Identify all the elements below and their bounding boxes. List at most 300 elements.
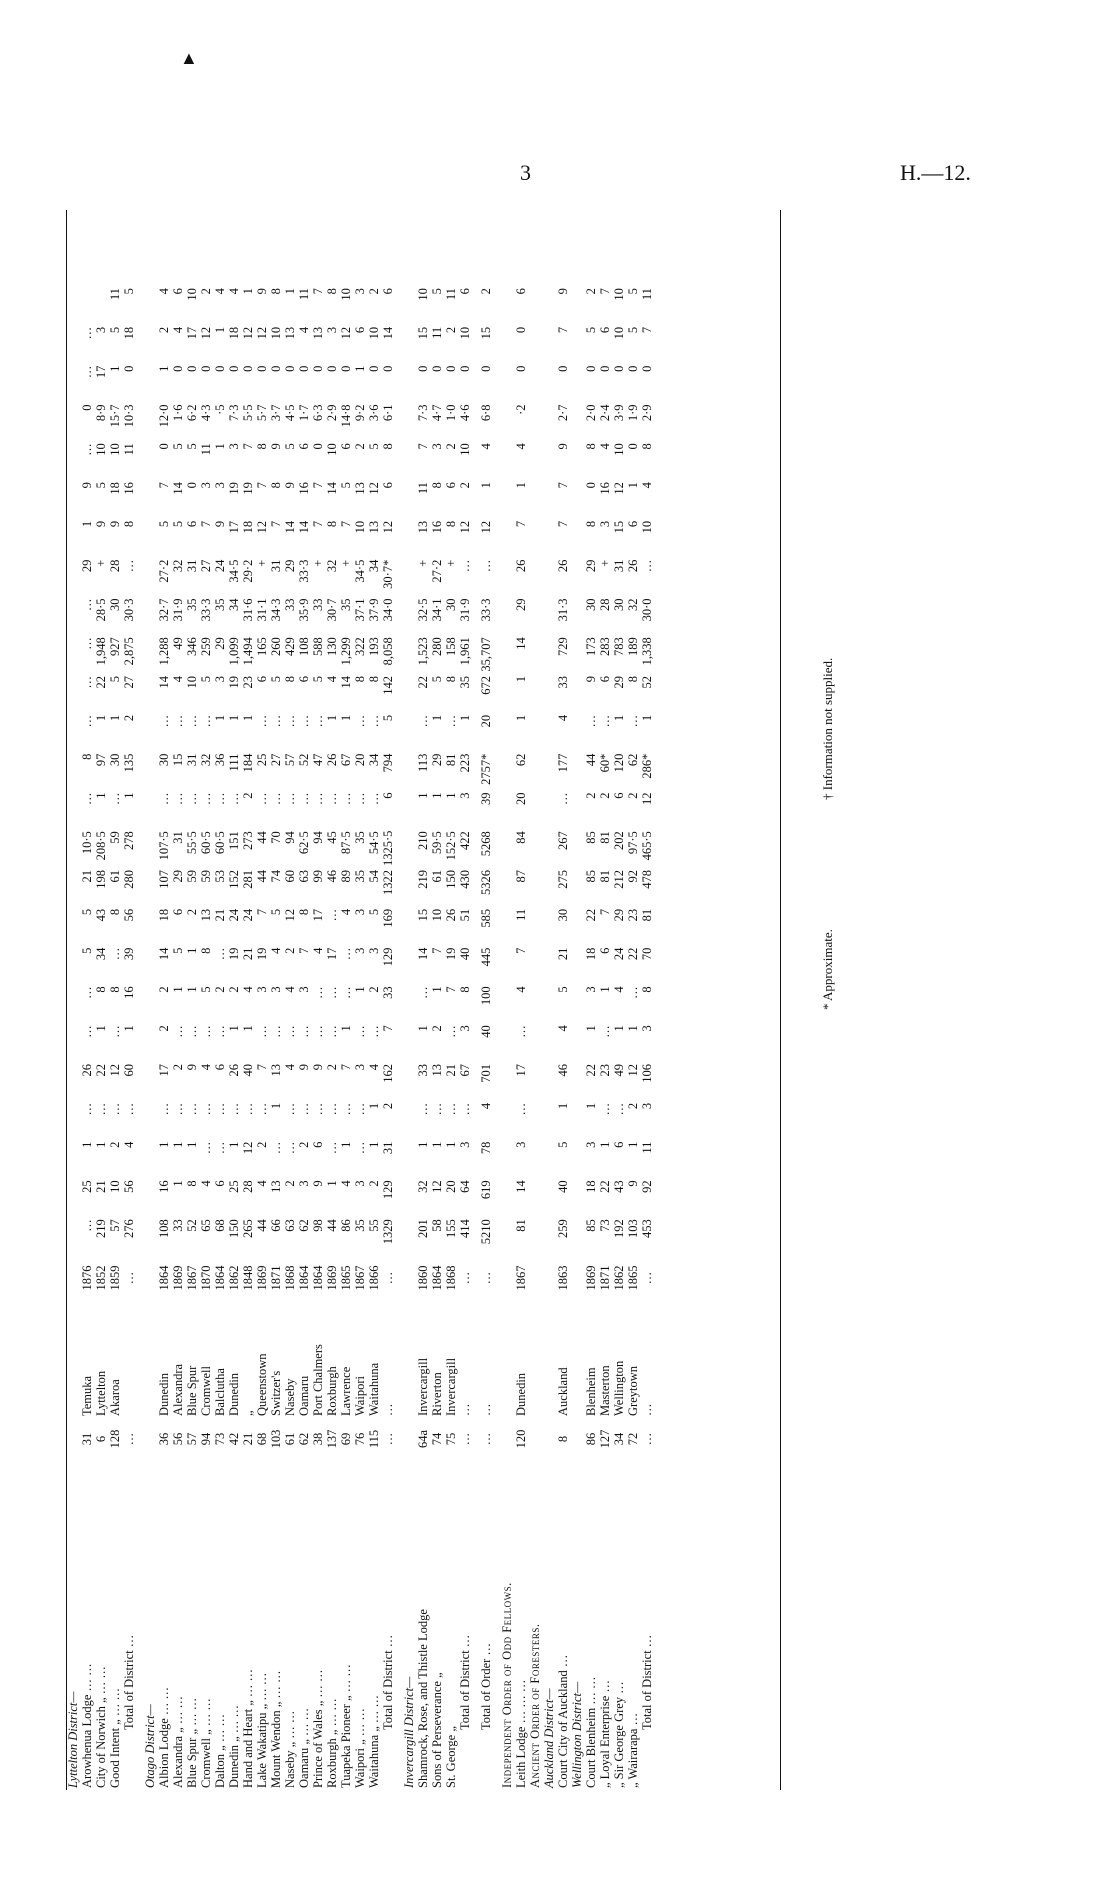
table-cell: 70 [269, 831, 283, 844]
table-cell: … [598, 1025, 612, 1038]
table-cell: 76 [353, 1432, 367, 1446]
table-cell: 6 [213, 1180, 227, 1187]
table-cell: ·5 [213, 404, 227, 415]
table-cell: 8 [325, 288, 339, 295]
table-cell: 6 [213, 1064, 227, 1071]
table-cell: … [339, 947, 353, 961]
table-cell: 10 [108, 1180, 122, 1193]
table-cell: 6 [381, 792, 395, 799]
table-cell: 5·7 [255, 404, 269, 422]
table-cell: 33 [171, 1219, 185, 1232]
table-cell: Lyttelton [94, 1370, 108, 1416]
table-cell: 10 [325, 443, 339, 456]
table-cell: 0 [514, 365, 528, 372]
table-cell: 6 [612, 792, 626, 799]
table-cell: 3 [297, 1180, 311, 1187]
table-cell: Switzer's [269, 1370, 283, 1416]
table-row [325, 208, 339, 1790]
table-cell: 22 [416, 676, 430, 689]
table-cell: 61 [108, 870, 122, 883]
table-cell: 1 [157, 1141, 171, 1148]
table-cell: 9 [556, 288, 570, 295]
table-cell: 44 [325, 1219, 339, 1232]
table-cell: … [241, 1102, 255, 1116]
table-cell: 52 [297, 753, 311, 767]
table-cell: 12 [255, 520, 269, 534]
table-cell: 60* [598, 753, 612, 773]
table-cell: 7 [199, 520, 213, 528]
table-cell: 5 [381, 714, 395, 722]
table-cell: 14 [339, 676, 353, 689]
table-cell: … [626, 986, 640, 999]
table-cell: 1869 [325, 1265, 339, 1291]
table-cell: 5 [584, 326, 598, 334]
table-cell: Riverton [430, 1372, 444, 1416]
table-cell: 7 [598, 908, 612, 916]
table-cell: 73 [598, 1219, 612, 1232]
table-cell: 2 [213, 986, 227, 993]
table-cell: 59·5 [430, 831, 444, 855]
table-cell: 1·7 [297, 404, 311, 422]
table-cell: 108 [157, 1219, 171, 1238]
table-cell: 3 [458, 792, 472, 799]
table-cell: 9 [311, 1064, 325, 1071]
table-cell: 8 [444, 676, 458, 683]
table-row [598, 208, 612, 1790]
table-cell: 6·8 [479, 404, 493, 422]
table-cell: 60 [122, 1064, 136, 1077]
table-cell: 129 [381, 1180, 395, 1200]
table-cell: 30 [108, 753, 122, 767]
table-cell: 35,707 [479, 637, 493, 672]
table-row [297, 208, 311, 1790]
table-cell: 18 [241, 520, 255, 534]
table-cell: 5 [108, 326, 122, 334]
table-cell: 4 [227, 288, 241, 295]
table-cell: 14·8 [339, 404, 353, 428]
table-cell: 6 [297, 443, 311, 450]
table-cell: 30 [556, 908, 570, 922]
table-cell: 17 [157, 1064, 171, 1077]
row-label: Hand and Heart „ … … [241, 1668, 255, 1788]
row-label: St. George „ [444, 1726, 458, 1788]
table-cell: 322 [353, 637, 367, 656]
table-cell: 26 [80, 1064, 94, 1077]
table-cell: 1 [241, 714, 255, 722]
row-label: Sons of Perseverance „ [430, 1672, 444, 1788]
table-cell: 8 [199, 947, 213, 954]
district-row [402, 208, 416, 1790]
table-cell: … [213, 947, 227, 961]
table-cell: 31 [185, 559, 199, 573]
table-cell: 30·0 [640, 598, 654, 622]
table-cell: … [311, 1102, 325, 1116]
table-cell: 99 [311, 870, 325, 883]
table-cell: 1868 [444, 1265, 458, 1291]
table-cell: Port Chalmers [311, 1344, 325, 1416]
table-cell: 1 [612, 1025, 626, 1032]
table-cell: 4 [171, 676, 185, 683]
table-cell: 10 [430, 908, 444, 922]
table-cell: 169 [381, 908, 395, 928]
table-cell: 1322 [381, 870, 395, 896]
total-row [479, 208, 500, 1790]
table-cell: 6 [598, 947, 612, 954]
table-cell: + [311, 559, 325, 567]
footnote-approximate: * Approximate. [820, 929, 835, 1010]
table-cell: 12 [283, 908, 297, 922]
table-cell: 9 [626, 1180, 640, 1187]
table-cell: 10 [108, 443, 122, 456]
table-cell: 29 [283, 559, 297, 573]
table-row [108, 208, 122, 1790]
table-cell: 30·7* [381, 559, 395, 589]
table-cell: 283 [598, 637, 612, 656]
table-cell: 56 [122, 908, 136, 922]
table-cell: 6 [171, 288, 185, 295]
table-cell: 453 [640, 1219, 654, 1238]
district-row [143, 208, 157, 1790]
table-cell: 14 [297, 520, 311, 534]
table-cell: Temuka [80, 1375, 94, 1416]
table-cell: 1 [227, 1141, 241, 1148]
table-cell: 61 [283, 1432, 297, 1446]
table-cell: 5 [339, 482, 353, 489]
table-cell: 45 [325, 831, 339, 844]
table-cell: 9 [311, 1180, 325, 1187]
table-cell: 1,948 [94, 637, 108, 666]
table-cell: 2 [626, 792, 640, 799]
table-cell: … [416, 1102, 430, 1116]
table-cell: 29 [80, 559, 94, 573]
table-cell: 4 [598, 443, 612, 450]
table-cell: 32 [325, 559, 339, 573]
table-cell: 0 [213, 365, 227, 372]
table-cell: + [598, 559, 612, 567]
table-cell: 52 [185, 1219, 199, 1232]
table-cell: 68 [255, 1432, 269, 1446]
table-cell: 4 [122, 1141, 136, 1148]
table-cell: 11 [514, 908, 528, 921]
table-cell: 5 [171, 443, 185, 450]
table-cell: 10 [458, 443, 472, 456]
table-cell: 0 [255, 365, 269, 372]
table-cell: 40 [556, 1180, 570, 1193]
table-cell: 8 [353, 676, 367, 683]
row-label: Tuapeka Pioneer „ … … [339, 1664, 353, 1788]
table-cell: 8,058 [381, 637, 395, 666]
table-cell: 3·9 [612, 404, 626, 422]
table-cell: 1,288 [157, 637, 171, 666]
table-cell: 1866 [367, 1265, 381, 1291]
table-cell: 16 [122, 482, 136, 495]
table-cell: 10 [185, 288, 199, 301]
table-cell: 2 [199, 288, 213, 295]
table-cell: 35 [458, 676, 472, 689]
table-cell: 1 [94, 1025, 108, 1032]
table-cell: 11 [199, 443, 213, 456]
table-cell: 6 [185, 520, 199, 528]
table-cell: 2·7 [556, 404, 570, 422]
table-cell: 9 [556, 443, 570, 450]
table-cell: 1 [640, 714, 654, 722]
table-cell: 10 [339, 288, 353, 301]
table-cell: 1 [185, 1141, 199, 1148]
table-row [157, 208, 171, 1790]
table-cell: 346 [185, 637, 199, 656]
table-cell: 34 [612, 1432, 626, 1446]
table-cell: 12 [458, 520, 472, 534]
table-cell: … [255, 714, 269, 728]
table-cell: 1869 [255, 1265, 269, 1291]
table-cell: 1 [122, 1025, 136, 1032]
table-cell: 0 [311, 365, 325, 372]
table-cell: 14 [416, 947, 430, 961]
table-cell: … [199, 1025, 213, 1038]
table-cell: … [80, 1219, 94, 1232]
table-cell: 26 [227, 1064, 241, 1077]
table-cell: 8 [325, 520, 339, 528]
table-cell: 19 [227, 947, 241, 961]
table-cell: 2 [283, 947, 297, 954]
table-cell: 16 [297, 482, 311, 495]
table-cell: 1 [353, 986, 367, 993]
table-cell: 7 [311, 520, 325, 528]
table-cell: 33 [283, 598, 297, 611]
table-cell: 6 [94, 1435, 108, 1443]
table-cell: 150 [227, 1219, 241, 1238]
table-row [185, 208, 199, 1790]
table-cell: 21 [80, 870, 94, 883]
table-cell: 16 [157, 1180, 171, 1193]
table-row [80, 208, 94, 1790]
table-cell: 4 [339, 1180, 353, 1187]
table-cell: Masterton [598, 1365, 612, 1416]
table-cell: 12 [241, 1141, 255, 1155]
table-cell: 57 [108, 1219, 122, 1232]
table-cell: 14 [157, 676, 171, 689]
table-cell: 17 [514, 1064, 528, 1077]
table-cell: 465·5 [640, 831, 654, 861]
table-cell: Dunedin [514, 1372, 528, 1416]
table-cell: 3 [367, 947, 381, 954]
table-cell: + [339, 559, 353, 567]
table-cell: 8·9 [94, 404, 108, 422]
table-cell: 5 [626, 326, 640, 334]
total-row [122, 208, 143, 1790]
table-cell: 619 [479, 1180, 493, 1200]
table-cell: 3 [640, 1102, 654, 1110]
row-label: Dalton „ … … [213, 1714, 227, 1788]
table-cell: 192 [612, 1219, 626, 1238]
table-cell: 68 [213, 1219, 227, 1232]
table-row [416, 208, 430, 1790]
table-cell: 44 [255, 831, 269, 844]
table-cell: 18 [227, 326, 241, 340]
table-cell: 12 [255, 326, 269, 340]
table-cell: 193 [367, 637, 381, 656]
table-cell: 6 [353, 326, 367, 334]
table-cell: 1 [626, 1025, 640, 1032]
table-cell: 129 [381, 947, 395, 967]
table-cell: 2 [367, 986, 381, 993]
table-cell: 152·5 [444, 831, 458, 861]
table-cell: … [227, 1102, 241, 1116]
table-cell: 10 [185, 676, 199, 689]
table-cell: 21 [241, 1432, 255, 1446]
table-cell: 27·2 [430, 559, 444, 583]
table-cell: 31·9 [171, 598, 185, 622]
table-cell: 1859 [108, 1265, 122, 1291]
table-cell: 7 [241, 443, 255, 450]
table-cell: 3·7 [269, 404, 283, 422]
table-cell: 10 [269, 326, 283, 340]
row-label: City of Norwich „ … … [94, 1666, 108, 1788]
table-cell: … [80, 598, 94, 611]
table-cell: 19 [241, 482, 255, 495]
table-cell: … [311, 714, 325, 728]
table-cell: 0 [185, 365, 199, 372]
table-cell: 30 [444, 598, 458, 611]
table-cell: 34·5 [353, 559, 367, 583]
table-cell: 1 [430, 986, 444, 993]
table-cell: 1 [444, 1141, 458, 1148]
table-cell: 10 [94, 443, 108, 456]
table-cell: … [640, 1403, 654, 1416]
table-cell: 9 [80, 482, 94, 489]
table-cell: 30 [157, 753, 171, 767]
table-cell: 33·3 [479, 598, 493, 622]
table-cell: 86 [584, 1432, 598, 1446]
table-cell: 107 [157, 870, 171, 889]
table-cell: 64 [458, 1180, 472, 1193]
table-cell: Waitahuna [367, 1362, 381, 1416]
district-row [66, 208, 80, 1790]
table-cell: 23 [598, 1064, 612, 1077]
table-cell: 0 [171, 365, 185, 372]
table-cell: … [479, 1403, 493, 1416]
table-cell: … [80, 637, 94, 650]
table-cell: 14 [514, 637, 528, 650]
table-cell: 0 [311, 443, 325, 450]
table-cell: 31 [381, 1141, 395, 1155]
table-body [66, 208, 661, 1790]
table-cell: 4·5 [283, 404, 297, 422]
table-cell: 8 [626, 676, 640, 683]
table-cell: 26 [444, 908, 458, 922]
table-cell: 265 [241, 1219, 255, 1238]
table-cell: 7 [381, 1025, 395, 1032]
table-cell: 1 [416, 792, 430, 799]
table-cell: 1,299 [339, 637, 353, 666]
row-label: Dunedin „ … … [227, 1705, 241, 1788]
table-cell: 184 [241, 753, 255, 773]
table-cell: 2 [626, 1102, 640, 1110]
table-cell: 35 [185, 598, 199, 611]
table-cell: 7 [297, 947, 311, 954]
table-cell: 4 [325, 676, 339, 683]
table-row [514, 208, 528, 1790]
table-cell: … [325, 986, 339, 999]
table-cell: … [199, 1141, 213, 1155]
table-cell: 108 [297, 637, 311, 656]
table-cell: Roxburgh [325, 1366, 339, 1416]
table-cell: … [556, 792, 570, 805]
table-cell: 1 [185, 986, 199, 993]
table-cell: 281 [241, 870, 255, 889]
table-cell: … [458, 1102, 472, 1116]
table-cell: 33·3 [297, 559, 311, 583]
table-cell: 1 [430, 792, 444, 799]
table-cell: 6 [514, 288, 528, 295]
table-cell: … [297, 714, 311, 728]
table-cell: 85 [584, 870, 598, 883]
table-cell: 2 [157, 1025, 171, 1032]
table-cell: 7·3 [416, 404, 430, 422]
table-cell: … [458, 1432, 472, 1446]
table-cell: 9 [185, 1064, 199, 1071]
table-cell: 7 [255, 482, 269, 489]
table-cell: 25 [80, 1180, 94, 1193]
table-cell: 6 [171, 908, 185, 916]
table-cell: 3 [514, 1141, 528, 1148]
table-cell: 4 [283, 1064, 297, 1071]
table-cell: 1 [430, 714, 444, 722]
table-cell: 35·9 [297, 598, 311, 622]
table-cell: 8 [297, 908, 311, 916]
table-cell: 7 [255, 908, 269, 916]
table-cell: 120 [612, 753, 626, 773]
table-cell: 8 [80, 753, 94, 760]
table-cell: … [122, 1432, 136, 1446]
table-cell: … [353, 714, 367, 728]
table-cell: 8 [367, 676, 381, 683]
table-cell: 3·6 [367, 404, 381, 422]
table-cell: 1865 [626, 1265, 640, 1291]
table-cell: 31 [80, 1432, 94, 1446]
table-cell: 6 [598, 676, 612, 683]
row-label: Albion Lodge … … [157, 1686, 171, 1788]
table-cell: … [269, 1141, 283, 1155]
table-cell: 2 [444, 443, 458, 450]
table-cell: 5326 [479, 870, 493, 896]
table-cell: 1 [416, 1025, 430, 1032]
table-cell: 1867 [185, 1265, 199, 1291]
table-cell: 280 [430, 637, 444, 656]
table-cell: 29 [514, 598, 528, 611]
table-cell: 13 [269, 1064, 283, 1077]
table-cell: … [514, 1102, 528, 1116]
table-cell: … [185, 1102, 199, 1116]
table-cell: 0 [612, 365, 626, 372]
table-cell: 4 [311, 947, 325, 954]
table-cell: 4 [171, 326, 185, 334]
table-cell: 2 [325, 1064, 339, 1071]
table-cell: 1869 [584, 1265, 598, 1291]
table-cell: 0 [283, 365, 297, 372]
table-cell: 2 [171, 1064, 185, 1071]
table-cell: … [171, 714, 185, 728]
table-cell: … [325, 908, 339, 922]
table-cell: 8 [283, 676, 297, 683]
table-cell: … [311, 986, 325, 999]
table-cell: 1 [80, 520, 94, 528]
friendly-societies-table [66, 208, 661, 1790]
table-cell: 259 [199, 637, 213, 656]
table-cell: 19 [444, 947, 458, 961]
table-cell: 12 [626, 1064, 640, 1077]
table-cell: 89 [339, 870, 353, 883]
